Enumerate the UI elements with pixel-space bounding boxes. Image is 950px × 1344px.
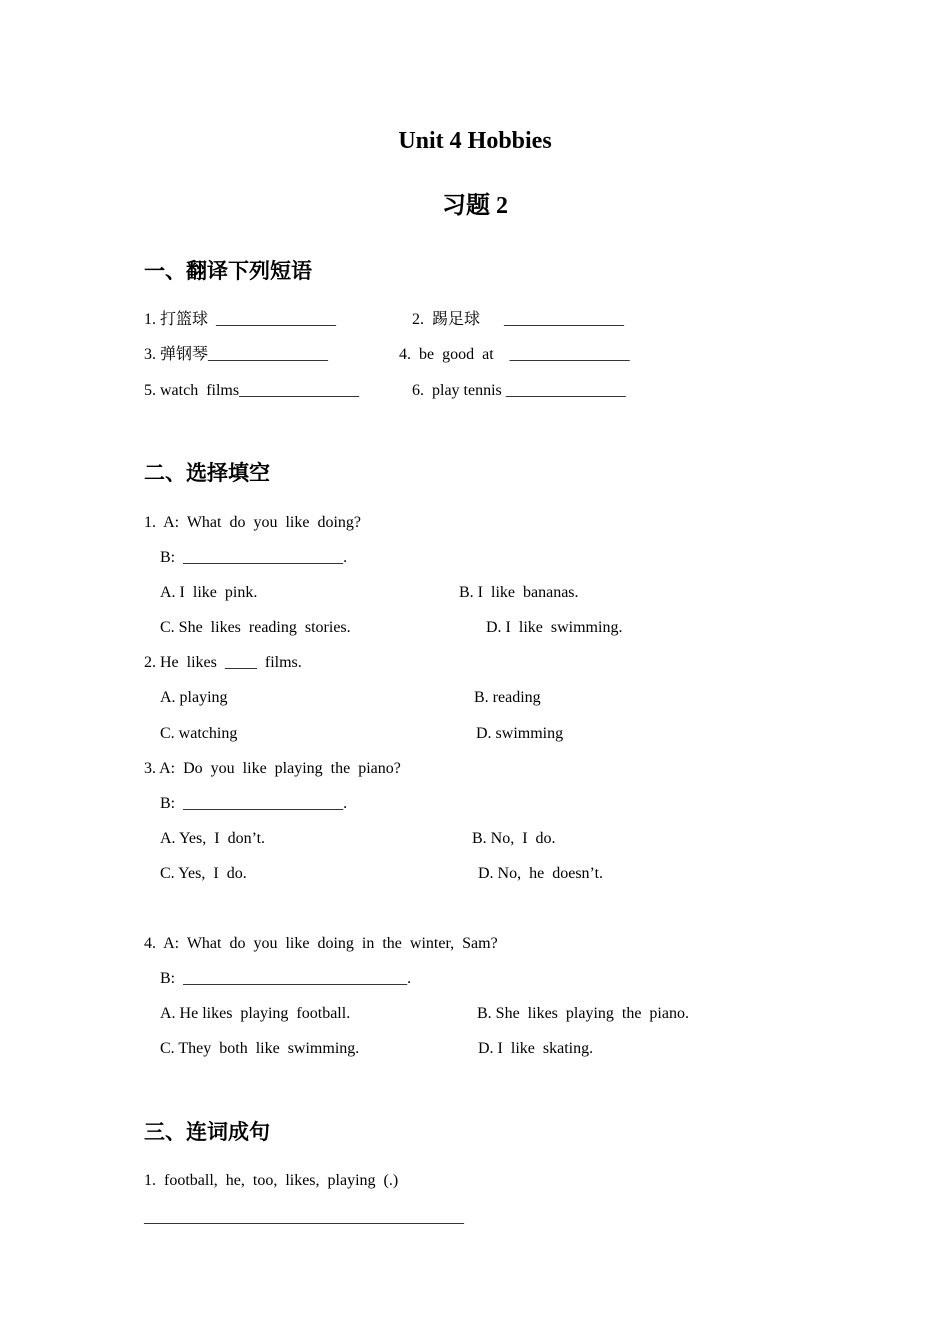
s3-q1-words: 1. football, he, too, likes, playing (.) — [144, 1172, 399, 1189]
q4-option-a: A. He likes playing football. — [160, 1005, 351, 1022]
translate-item-3: 3. 弹钢琴_______________ — [144, 346, 329, 363]
q2-option-d: D. swimming — [476, 725, 564, 742]
q4-option-c: C. They both like swimming. — [160, 1040, 360, 1057]
q2-stem: 2. He likes ____ films. — [144, 654, 302, 671]
q3-option-a: A. Yes, I don’t. — [160, 830, 266, 847]
q2-option-b: B. reading — [474, 689, 541, 706]
page-subtitle: 习题 2 — [442, 193, 508, 219]
section-3-heading: 三、连词成句 — [144, 1120, 270, 1144]
q1-option-b: B. I like bananas. — [459, 584, 579, 601]
q1-answer-line: B: ____________________. — [160, 549, 348, 566]
q1-option-c: C. She likes reading stories. — [160, 619, 351, 636]
page-title: Unit 4 Hobbies — [398, 128, 552, 154]
q1-stem: 1. A: What do you like doing? — [144, 514, 362, 531]
translate-item-6: 6. play tennis _______________ — [412, 382, 626, 399]
q4-option-b: B. She likes playing the piano. — [477, 1005, 689, 1022]
section-2-heading: 二、选择填空 — [144, 461, 270, 485]
q4-option-d: D. I like skating. — [478, 1040, 594, 1057]
q4-answer-line: B: ____________________________. — [160, 970, 412, 987]
q2-option-a: A. playing — [160, 689, 228, 706]
section-1-heading: 一、翻译下列短语 — [144, 259, 312, 283]
q3-answer-line: B: ____________________. — [160, 795, 348, 812]
translate-item-5: 5. watch films_______________ — [144, 382, 360, 399]
translate-item-1: 1. 打篮球 _______________ — [144, 311, 337, 328]
q2-option-c: C. watching — [160, 725, 238, 742]
translate-item-4: 4. be good at _______________ — [399, 346, 630, 363]
s3-q1-answer-line: ________________________________________ — [144, 1209, 464, 1226]
q3-option-d: D. No, he doesn’t. — [478, 865, 604, 882]
translate-item-2: 2. 踢足球 _______________ — [412, 311, 625, 328]
q1-option-d: D. I like swimming. — [486, 619, 623, 636]
q4-stem: 4. A: What do you like doing in the winter, Sam? — [144, 935, 498, 952]
q3-option-c: C. Yes, I do. — [160, 865, 247, 882]
q1-option-a: A. I like pink. — [160, 584, 258, 601]
q3-option-b: B. No, I do. — [472, 830, 556, 847]
q3-stem: 3. A: Do you like playing the piano? — [144, 760, 401, 777]
